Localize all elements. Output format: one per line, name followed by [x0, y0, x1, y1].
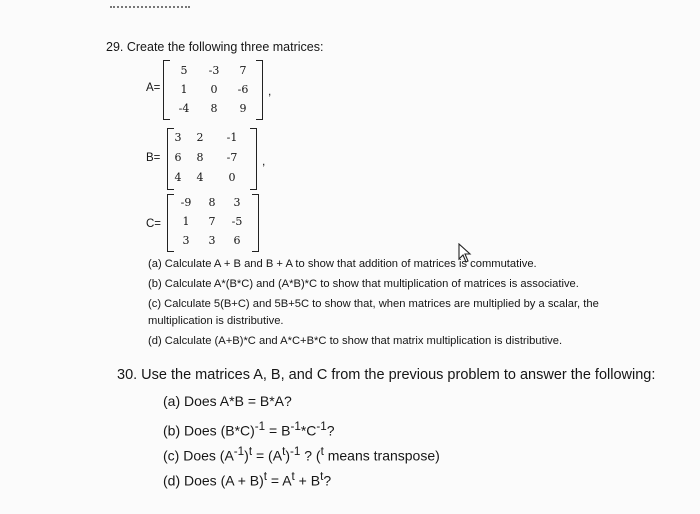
matrix-b	[167, 128, 257, 190]
part-c-text-continued: multiplication is distributive.	[148, 315, 284, 327]
matrix-b-cell: 4	[174, 171, 182, 184]
matrix-c-cell: -9	[180, 196, 192, 209]
matrix-c	[167, 194, 259, 252]
matrix-a-cell: -4	[178, 102, 190, 115]
question-b: (b) Does $(B*C)^{-1} = B^{-1}*C^{-1}$?	[163, 420, 335, 439]
matrix-a-comma: ,	[268, 84, 272, 98]
matrix-b-comma: ,	[262, 154, 266, 168]
matrix-b-cell: -1	[226, 131, 238, 144]
matrix-c-cell: 8	[208, 196, 216, 209]
matrix-a-cell: -6	[237, 83, 249, 96]
matrix-c-cell: 3	[182, 234, 190, 247]
matrix-c-cell: 1	[182, 215, 190, 228]
part-a-text: (a) Calculate A + B and B + A to show that addition of matrices is commutative.	[148, 258, 537, 270]
cut-off-text-fragment	[110, 6, 190, 12]
problem-30-intro: 30. Use the matrices A, B, and C from the previous problem to answer the following:	[117, 367, 656, 383]
question-c: (c) Does $(A^{-1})^t = (A^t)^{-1}$ ? ($^t$ means transpose)	[163, 445, 440, 464]
matrix-c-cell: 7	[208, 215, 216, 228]
part-c-text: (c) Calculate 5(B+C) and 5B+5C to show that, when matrices are multiplied by a scalar, the	[148, 298, 599, 310]
matrix-c-cell: 3	[233, 196, 241, 209]
question-d: (d) Does $(A + B)^t = A^t + B^t$?	[163, 470, 332, 489]
part-d-text: (d) Calculate (A+B)*C and A*C+B*C to show that matrix multiplication is distributive.	[148, 335, 563, 347]
matrix-b-cell: 3	[174, 131, 182, 144]
matrix-a-cell: 0	[210, 83, 218, 96]
left-bracket	[163, 60, 170, 120]
right-bracket	[256, 60, 263, 120]
matrix-b-label: B=	[146, 152, 161, 164]
right-bracket	[250, 128, 257, 190]
right-bracket	[252, 194, 259, 252]
matrix-a-cell: 8	[210, 102, 218, 115]
mouse-pointer-icon	[458, 243, 472, 263]
part-b-text: (b) Calculate A*(B*C) and (A*B)*C to show that multiplication of matrices is associative.	[148, 278, 579, 290]
matrix-b-cell: 0	[228, 171, 236, 184]
matrix-a-cell: 1	[180, 83, 188, 96]
matrix-c-label: C=	[146, 218, 162, 230]
matrix-b-cell: 4	[196, 171, 204, 184]
matrix-a-cell: 5	[180, 64, 188, 77]
matrix-a-cell: -3	[208, 64, 220, 77]
matrix-a	[163, 60, 263, 120]
matrix-b-cell: -7	[226, 151, 238, 164]
matrix-a-cell: 9	[239, 102, 247, 115]
matrix-c-cell: 6	[233, 234, 241, 247]
matrix-c-cell: -5	[231, 215, 243, 228]
problem-29-intro: 29. Create the following three matrices:	[106, 40, 324, 54]
matrix-a-cell: 7	[239, 64, 247, 77]
matrix-c-cell: 3	[208, 234, 216, 247]
matrix-b-cell: 2	[196, 131, 204, 144]
matrix-b-cell: 8	[196, 151, 204, 164]
matrix-b-cell: 6	[174, 151, 182, 164]
question-a: (a) Does A*B = B*A?	[163, 393, 292, 409]
matrix-a-label: A=	[146, 82, 161, 94]
